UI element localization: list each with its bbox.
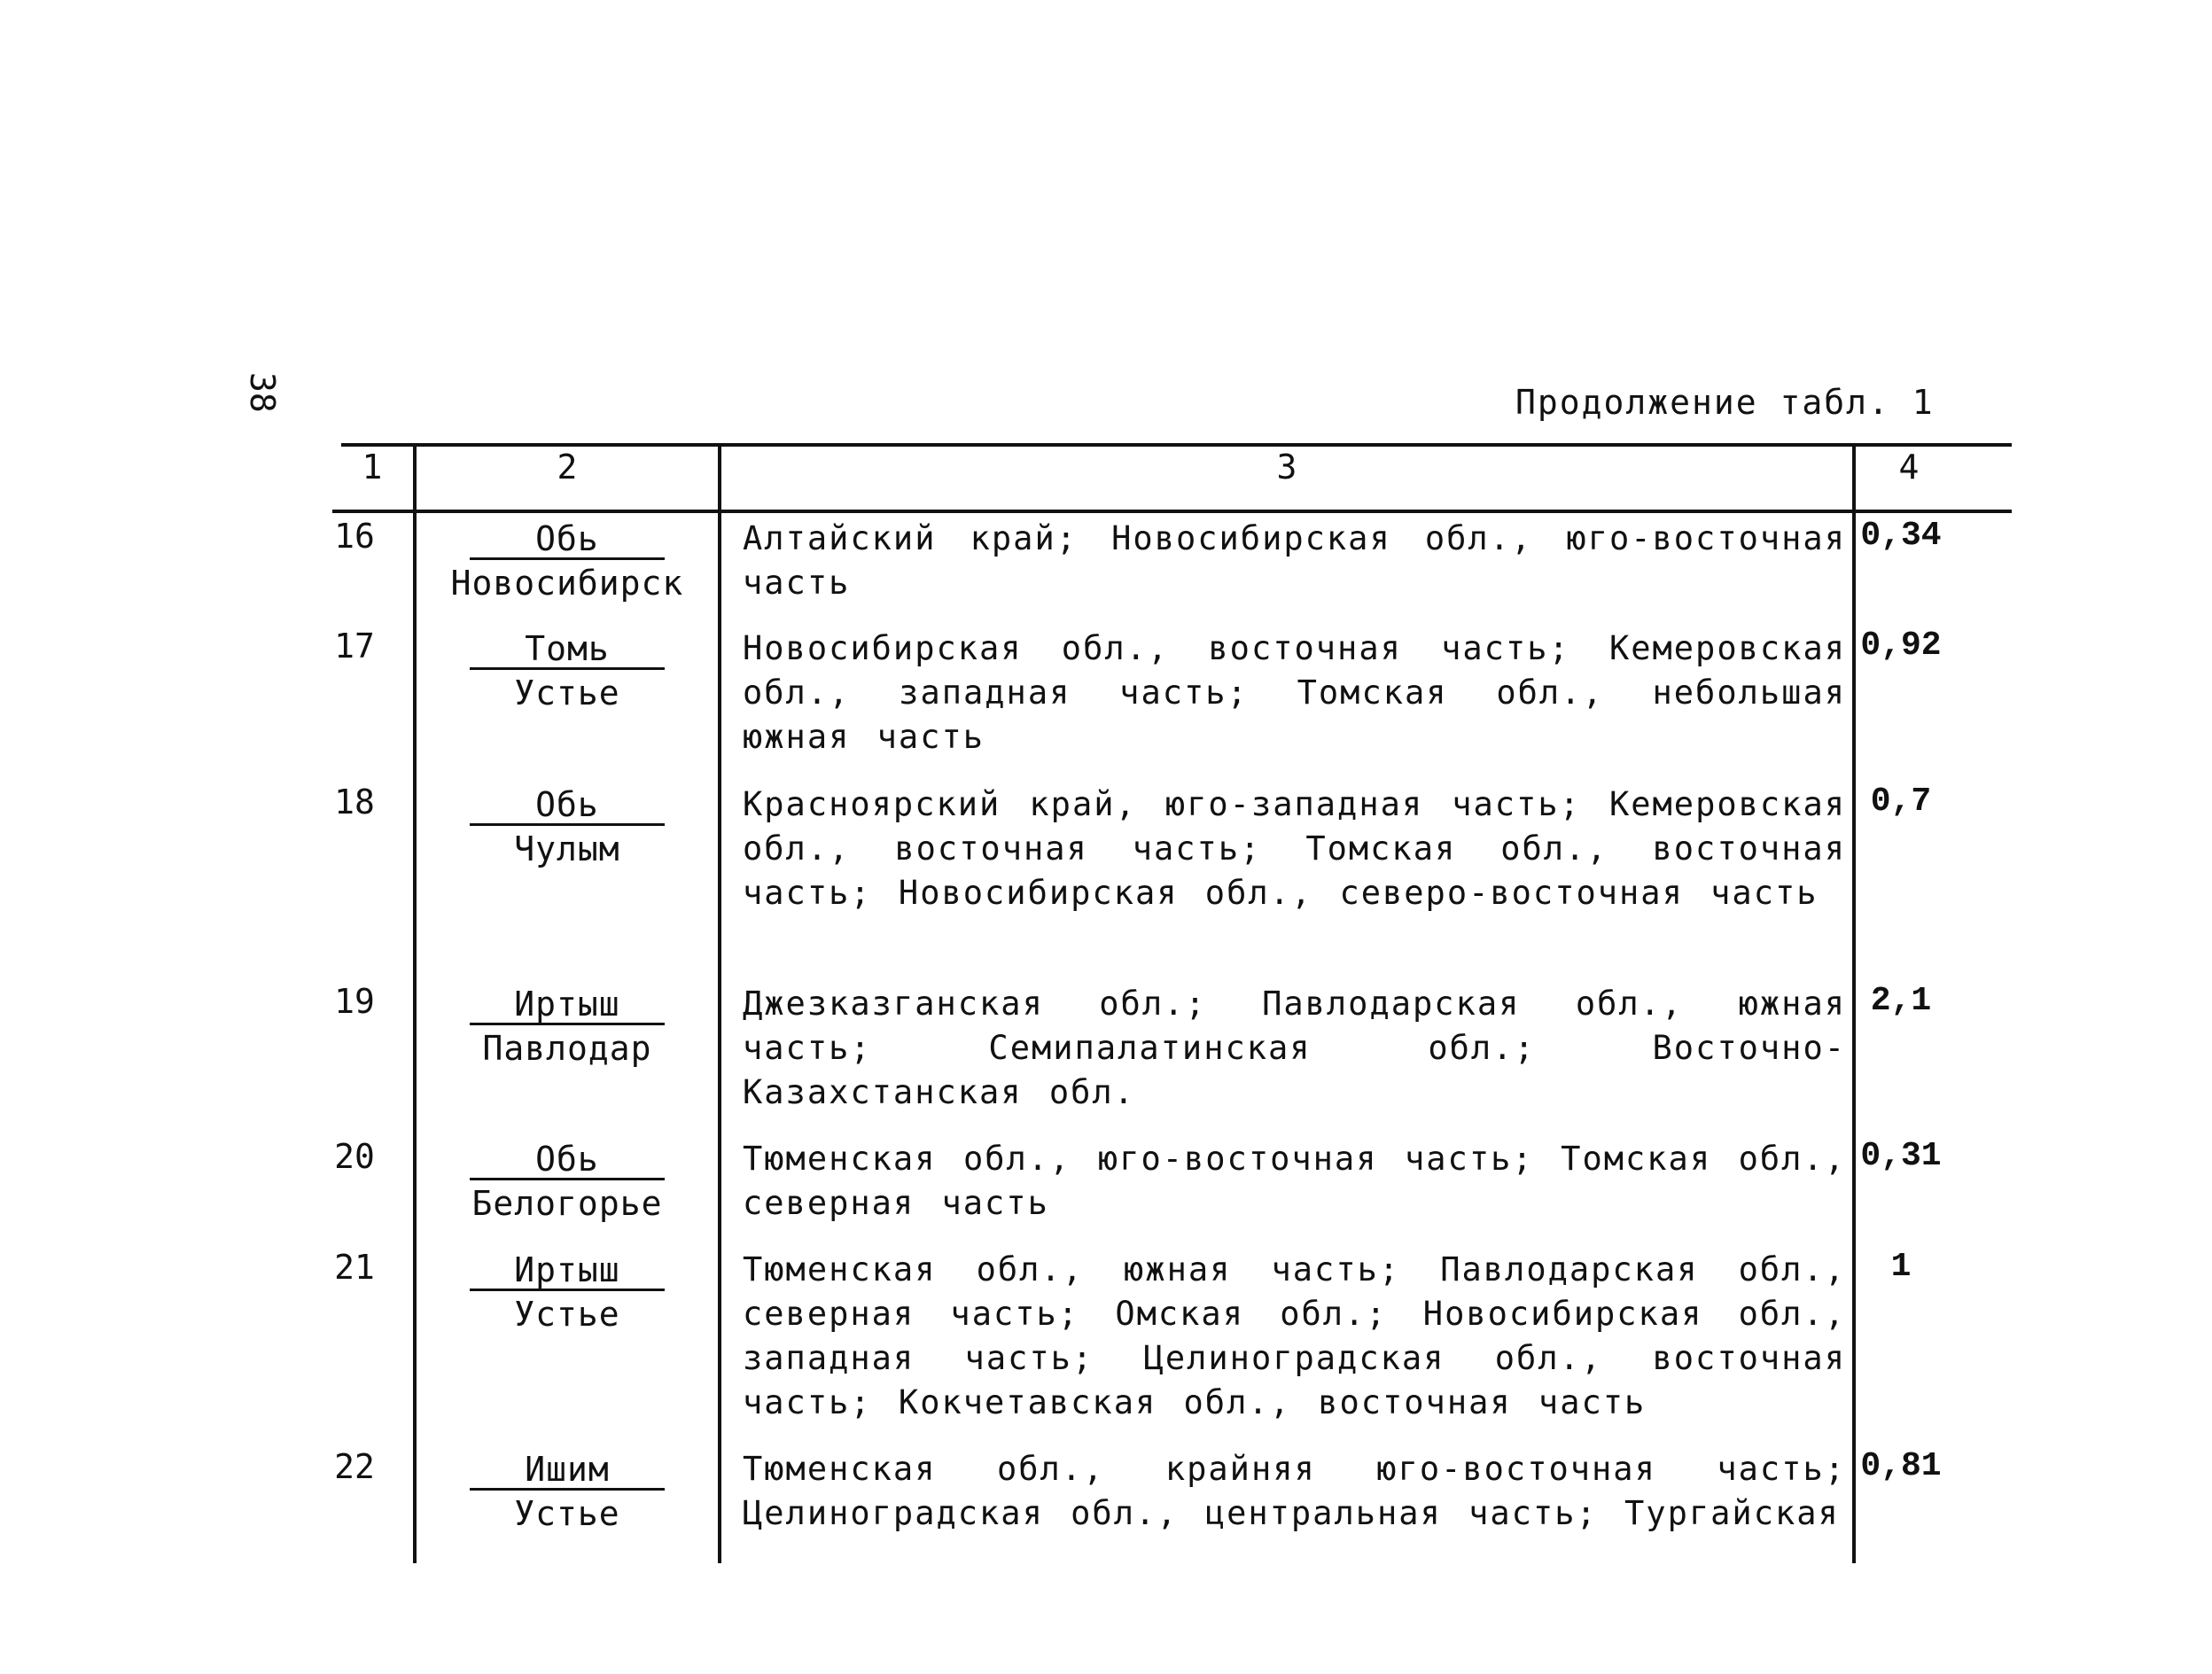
header-col-3: 3	[1276, 448, 1297, 487]
region-description: Тюменская обл., юго-восточная часть; Томская обл., северная часть	[743, 1140, 1846, 1222]
row-value: 0,81	[1860, 1447, 1942, 1485]
station-name: Устье	[514, 1295, 620, 1334]
row-value: 0,34	[1860, 517, 1942, 555]
row-value: 0,31	[1860, 1137, 1942, 1175]
region-description: Джезказганская обл.; Павлодарская обл., южная часть; Семипалатинская обл.; Восточно-Казахстанская обл.	[743, 985, 1846, 1111]
table-top-rule	[341, 443, 2012, 447]
row-number: 17	[334, 627, 375, 666]
region-description: Тюменская обл., южная часть; Павлодарская обл., северная часть; Омская обл.; Новосибирская обл., западная часть; Целиноградская обл., восточная часть; Кокчетавская обл., восточная часть	[743, 1250, 1846, 1421]
table-caption: Продолжение табл. 1	[1515, 383, 1935, 422]
river-name: Обь	[417, 517, 718, 561]
row-number: 20	[334, 1137, 375, 1176]
river-station-cell	[417, 627, 718, 715]
region-description: Красноярский край, юго-западная часть; Кемеровская обл., восточная часть; Томская обл., восточная часть; Новосибирская обл., северо-восточная часть	[743, 785, 1846, 912]
river-station-cell	[417, 1447, 718, 1536]
station-name: Новосибирск	[450, 564, 684, 603]
river-station-cell	[417, 1137, 718, 1226]
region-description: Тюменская обл., крайняя юго-восточная часть; Целиноградская обл., центральная часть; Тургайская	[743, 1450, 1846, 1532]
river-name: Обь	[417, 1137, 718, 1181]
river-name: Иртыш	[417, 1248, 718, 1292]
row-value: 0,92	[1860, 627, 1942, 665]
column-divider-2	[718, 445, 721, 1563]
row-number: 21	[334, 1248, 375, 1287]
station-name: Устье	[514, 673, 620, 712]
region-description: Новосибирская обл., восточная часть; Кемеровская обл., западная часть; Томская обл., небольшая южная часть	[743, 629, 1846, 756]
river-station-cell	[417, 1248, 718, 1336]
river-station-cell	[417, 517, 718, 605]
station-name: Устье	[514, 1494, 620, 1533]
row-value: 0,7	[1870, 782, 1932, 821]
river-name: Иртыш	[417, 982, 718, 1026]
header-col-1: 1	[362, 448, 383, 487]
river-station-cell	[417, 782, 718, 871]
river-name: Томь	[417, 627, 718, 671]
region-description: Алтайский край; Новосибирская обл., юго-восточная часть	[743, 519, 1846, 602]
row-number: 22	[334, 1447, 375, 1486]
header-col-4: 4	[1898, 448, 1920, 487]
row-value: 2,1	[1870, 982, 1932, 1020]
row-number: 18	[334, 782, 375, 821]
column-divider-3	[1852, 445, 1856, 1563]
station-name: Павлодар	[482, 1029, 652, 1068]
table-header-rule	[332, 510, 2012, 513]
river-name: Обь	[417, 782, 718, 827]
row-value: 1	[1890, 1248, 1912, 1286]
river-name: Ишим	[417, 1447, 718, 1491]
station-name: Чулым	[514, 829, 620, 868]
station-name: Белогорье	[471, 1184, 663, 1223]
river-station-cell	[417, 982, 718, 1071]
row-number: 16	[334, 517, 375, 556]
page-number: 38	[243, 372, 282, 413]
header-col-2: 2	[557, 448, 578, 487]
row-number: 19	[334, 982, 375, 1021]
